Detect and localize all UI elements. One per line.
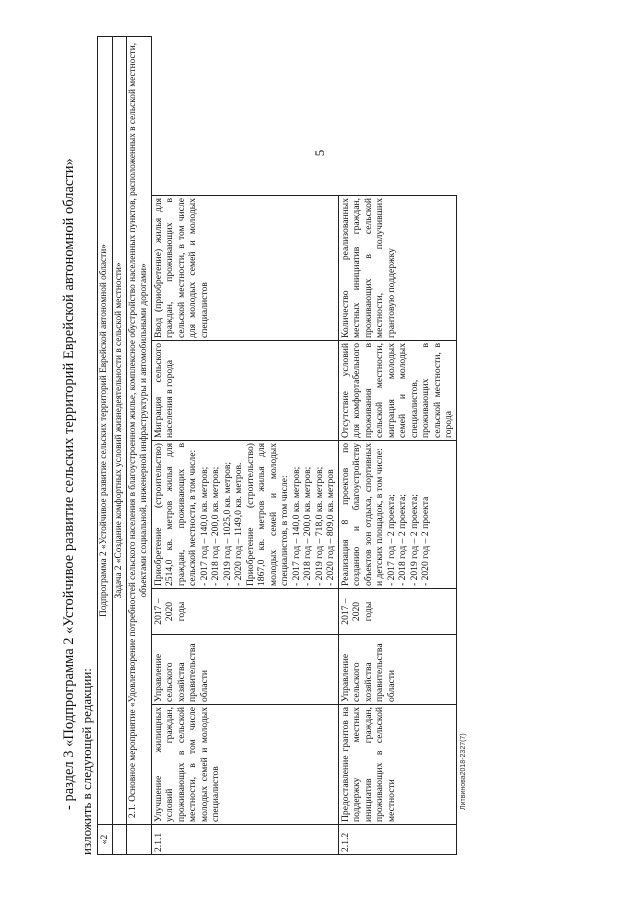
result-line: - 2018 год – 2 проекта; — [397, 494, 408, 586]
period: 2017 – 2020 годы — [338, 589, 456, 635]
result-line: - 2017 год – 140,0 кв. метров; — [290, 466, 302, 586]
main-activity-row — [126, 36, 151, 854]
task-row — [112, 36, 126, 854]
result-line: - 2020 год – 809,0 кв. метров — [325, 469, 336, 586]
rotated-page-content — [60, 35, 580, 855]
result-line: - 2020 год – 2 проекта — [420, 496, 431, 586]
indicator: Количество реализованных местных инициатив граждан, проживающих в сельской местности, получивших грантовую поддержку — [338, 196, 456, 341]
row-number: 2.1.1 — [151, 825, 338, 855]
section-heading: - раздел 3 «Подпрограмма 2 «Устойчивое развитие сельских территорий Еврейской автономной области» — [61, 158, 77, 810]
period: 2017 – 2020 годы — [151, 589, 338, 635]
page-number: 5 — [312, 149, 327, 157]
activities-table — [97, 36, 457, 855]
table-row — [338, 36, 456, 854]
row-number: 2.1.2 — [338, 825, 456, 855]
document-footer: Литвинова2018-2327(7) — [460, 733, 467, 810]
task-title: Задача 2 «Создание комфортных условий жизнедеятельности в сельской местности» — [112, 36, 126, 824]
result-line: - 2019 год – 1025,0 кв. метров; — [221, 461, 233, 586]
header-mark: «2 — [98, 825, 113, 855]
expected-result — [151, 441, 338, 589]
section-subheading: изложить в следующей редакции: — [79, 668, 94, 855]
result-line: Реализация 8 проектов по созданию и благоустройству объектов зон отдыха, спортивных и детских площадок, в том числе: — [339, 443, 385, 586]
executor: Управление сельского хозяйства правительства области — [151, 635, 338, 705]
result-line: Приобретение (строительство) 2514,0 кв. метров жилья для граждан, проживающих в сельской местности, в том числе: — [152, 443, 198, 586]
executor: Управление сельского хозяйства правительства области — [338, 635, 456, 705]
main-activity-title: 2.1. Основное мероприятие «Удовлетворение потребностей сельского населения в благоустроенном жилье, комплексное обустройство населенных пунктов, расположенных в сельской местности, объектами социальной, инженерной инфраструктуры и автомобильными дорогами» — [126, 36, 151, 824]
subprogram-title: Подпрограмма 2 «Устойчивое развитие сельских территорий Еврейской автономной области» — [98, 36, 113, 824]
result-line: Приобретение (строительство) 1867,0 кв. метров жилья для молодых семей и молодых специалистов, в том числе: — [244, 443, 290, 586]
consequence: Миграция сельского населения в города — [151, 341, 338, 441]
result-line: - 2020 год – 1149,0 кв. метров. — [233, 462, 244, 586]
result-line: - 2018 год – 200,0 кв. метров; — [302, 466, 313, 586]
empty-cell — [126, 825, 151, 855]
result-line: - 2017 год – 2 проекта; — [385, 494, 397, 586]
result-line: - 2018 год – 200,0 кв. метров; — [210, 466, 221, 586]
table-row — [151, 36, 338, 854]
result-line: - 2019 год – 2 проекта; — [408, 494, 420, 586]
empty-cell — [112, 825, 126, 855]
activity-name: Улучшение жилищных условий граждан, проживающих в сельской местности, в том числе молодых семей и молодых специалистов — [151, 705, 338, 825]
result-line: - 2019 год – 718,0 кв. метров; — [313, 466, 325, 586]
expected-result — [338, 441, 456, 589]
activity-name: Предоставление грантов на поддержку местных инициатив граждан, проживающих в сельской местности — [338, 705, 456, 825]
indicator: Ввод (приобретение) жилья для граждан, проживающих в сельской местности, в том числе для молодых семей и молодых специалистов — [151, 196, 338, 341]
header-row — [98, 36, 113, 854]
result-line: - 2017 год – 140,0 кв. метров; — [198, 466, 210, 586]
consequence: Отсутствие условий для комфортабельного проживания в сельской местности, миграция молодых семей и молодых специалистов, проживающих в сельской местности, в города — [338, 341, 456, 441]
